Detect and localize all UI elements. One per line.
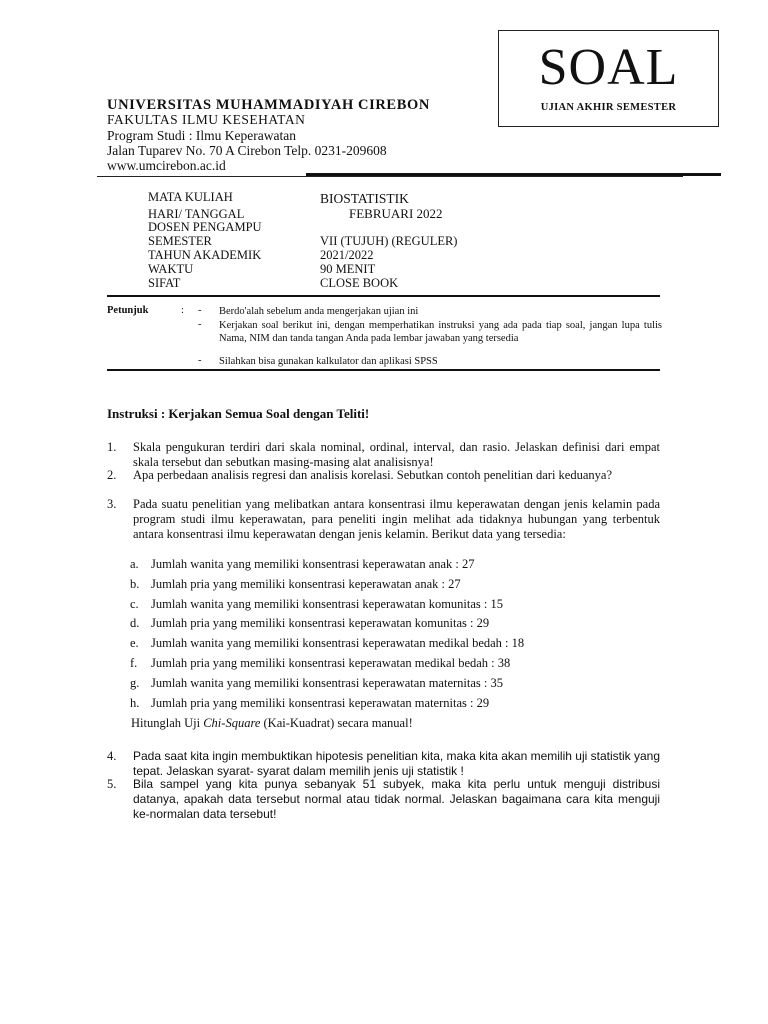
list-item: Jumlah wanita yang memiliki konsentrasi keperawatan medikal bedah : 18 bbox=[151, 636, 525, 650]
question-number: 5. bbox=[107, 777, 117, 791]
address: Jalan Tuparev No. 70 A Cirebon Telp. 0231-209608 bbox=[107, 143, 387, 158]
list-item: Jumlah pria yang memiliki konsentrasi keperawatan komunitas : 29 bbox=[151, 616, 490, 630]
exam-title-box bbox=[498, 30, 719, 127]
list-item: Jumlah pria yang memiliki konsentrasi keperawatan medikal bedah : 38 bbox=[151, 656, 511, 670]
info-value: BIOSTATISTIK bbox=[320, 191, 409, 206]
hitung-before: Hitunglah Uji bbox=[131, 716, 204, 730]
info-value: 2021/2022 bbox=[320, 248, 374, 262]
chi-square-instruction bbox=[131, 716, 413, 731]
petunjuk-label: Petunjuk bbox=[107, 305, 149, 316]
list-letter: e. bbox=[130, 636, 139, 650]
question-number: 4. bbox=[107, 749, 117, 763]
info-label: SIFAT bbox=[148, 276, 181, 290]
petunjuk-item: Berdo'alah sebelum anda mengerjakan ujian ini bbox=[219, 306, 419, 317]
info-value: VII (TUJUH) (REGULER) bbox=[320, 234, 458, 248]
question-number: 2. bbox=[107, 468, 117, 482]
petunjuk-colon: : bbox=[181, 305, 184, 316]
instruction-heading: Instruksi : Kerjakan Semua Soal dengan Teliti! bbox=[107, 406, 370, 421]
list-letter: h. bbox=[130, 696, 140, 710]
petunjuk-item: Silahkan bisa gunakan kalkulator dan aplikasi SPSS bbox=[219, 356, 438, 367]
info-label: MATA KULIAH bbox=[148, 190, 233, 204]
info-value: CLOSE BOOK bbox=[320, 276, 399, 290]
bullet-dash: - bbox=[198, 355, 202, 366]
bullet-dash: - bbox=[198, 319, 202, 330]
question-text: Pada suatu penelitian yang melibatkan antara konsentrasi ilmu keperawatan dengan jenis kelamin pada program studi ilmu keperawatan, para peneliti ingin melihat ada tidaknya hubungan yang terbentuk antara konsentrasi ilmu keperawatan dengan jenis kelamin. Berikut data yang tersedia: bbox=[133, 497, 660, 541]
header-divider-thin bbox=[97, 176, 683, 177]
info-value: 90 MENIT bbox=[320, 262, 376, 276]
list-letter: b. bbox=[130, 577, 140, 591]
question-number: 1. bbox=[107, 440, 117, 454]
question-text: Apa perbedaan analisis regresi dan analisis korelasi. Sebutkan contoh penelitian dari keduanya? bbox=[133, 468, 612, 482]
info-value: FEBRUARI 2022 bbox=[349, 206, 443, 221]
list-item: Jumlah wanita yang memiliki konsentrasi keperawatan maternitas : 35 bbox=[151, 676, 503, 690]
question-text: Bila sampel yang kita punya sebanyak 51 subyek, maka kita perlu untuk menguji distribusi datanya, apakah data tersebut normal atau tidak normal. Jelaskan bagaimana cara kita menguji ke-normalan data tersebut! bbox=[133, 777, 660, 821]
info-label: HARI/ TANGGAL bbox=[148, 207, 245, 221]
list-letter: a. bbox=[130, 557, 139, 571]
list-letter: c. bbox=[130, 597, 139, 611]
list-item: Jumlah pria yang memiliki konsentrasi keperawatan maternitas : 29 bbox=[151, 696, 490, 710]
list-item: Jumlah wanita yang memiliki konsentrasi keperawatan anak : 27 bbox=[151, 557, 475, 571]
info-label: WAKTU bbox=[148, 262, 194, 276]
question-text: Skala pengukuran terdiri dari skala nominal, ordinal, interval, dan rasio. Jelaskan definisi dari empat skala tersebut dan sebutkan masing-masing alat analisisnya! bbox=[133, 440, 660, 469]
list-letter: g. bbox=[130, 676, 140, 690]
info-label: TAHUN AKADEMIK bbox=[148, 248, 262, 262]
header-divider-thick bbox=[306, 173, 721, 176]
study-program: Program Studi : Ilmu Keperawatan bbox=[107, 128, 296, 143]
university-name: UNIVERSITAS MUHAMMADIYAH CIREBON bbox=[107, 97, 430, 113]
list-letter: d. bbox=[130, 616, 140, 630]
exam-title: SOAL bbox=[538, 39, 679, 96]
info-label: DOSEN PENGAMPU bbox=[148, 220, 262, 234]
question-text: Pada saat kita ingin membuktikan hipotesis penelitian kita, maka kita akan memilih uji statistik yang tepat. Jelaskan syarat- syarat dalam memilih jenis uji statistik ! bbox=[133, 749, 660, 778]
list-item: Jumlah pria yang memiliki konsentrasi keperawatan anak : 27 bbox=[151, 577, 461, 591]
list-item: Jumlah wanita yang memiliki konsentrasi keperawatan komunitas : 15 bbox=[151, 597, 504, 611]
info-label: SEMESTER bbox=[148, 234, 212, 248]
bullet-dash: - bbox=[198, 305, 202, 316]
question-number: 3. bbox=[107, 497, 117, 511]
hitung-italic: Chi-Square bbox=[203, 716, 261, 730]
petunjuk-top-rule bbox=[107, 295, 660, 297]
list-letter: f. bbox=[130, 656, 138, 670]
website: www.umcirebon.ac.id bbox=[107, 158, 226, 173]
faculty-name: FAKULTAS ILMU KESEHATAN bbox=[107, 112, 306, 127]
petunjuk-bottom-rule bbox=[107, 369, 660, 371]
hitung-after: (Kai-Kuadrat) secara manual! bbox=[260, 716, 413, 730]
petunjuk-item: Kerjakan soal berikut ini, dengan memperhatikan instruksi yang ada pada tiap soal, jangan lupa tulis Nama, NIM dan tanda tangan Anda pada lembar jawaban yang tersedia bbox=[219, 320, 662, 344]
exam-subtitle: UJIAN AKHIR SEMESTER bbox=[540, 102, 677, 113]
